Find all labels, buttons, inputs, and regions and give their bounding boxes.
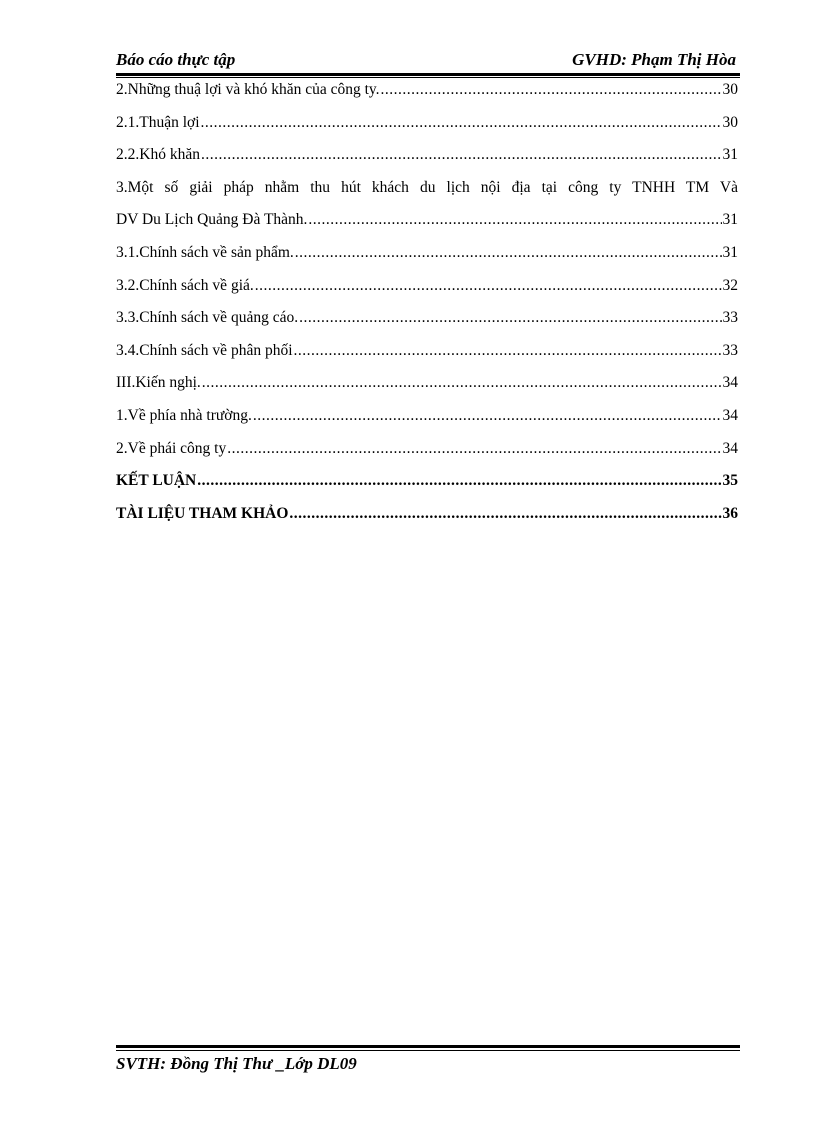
toc-entry[interactable] bbox=[116, 274, 738, 307]
toc-leader-dots bbox=[227, 437, 721, 461]
toc-entry-label: 2.2.Khó khăn bbox=[116, 146, 200, 164]
toc-leader-dots bbox=[201, 111, 722, 135]
toc-entry-page: 34 bbox=[722, 374, 738, 392]
toc-entry[interactable] bbox=[116, 176, 738, 209]
toc-leader-dots bbox=[381, 78, 722, 102]
toc-entry-label: 3.4.Chính sách về phân phối bbox=[116, 341, 293, 359]
toc-entry[interactable] bbox=[116, 306, 738, 339]
toc-entry-label: 3.2.Chính sách về giá. bbox=[116, 276, 254, 294]
toc-leader-dots bbox=[253, 404, 722, 428]
toc-leader-dots bbox=[197, 469, 721, 493]
toc-leader-dots bbox=[289, 502, 721, 526]
toc-entry[interactable] bbox=[116, 404, 738, 437]
toc-entry-label: KẾT LUẬN bbox=[116, 472, 197, 490]
toc-entry-page: 33 bbox=[722, 309, 738, 327]
toc-entry-page: 34 bbox=[722, 439, 738, 457]
page-footer: SVTH: Đồng Thị Thư _Lớp DL09 bbox=[116, 1054, 357, 1073]
toc-entry-page: 31 bbox=[722, 243, 738, 261]
toc-entry-page: 34 bbox=[722, 406, 738, 424]
toc-entry[interactable] bbox=[116, 339, 738, 372]
toc-entry-page: 36 bbox=[722, 504, 738, 522]
toc-entry[interactable] bbox=[116, 437, 738, 470]
toc-entry-page: 35 bbox=[722, 472, 738, 490]
toc-entry[interactable] bbox=[116, 143, 738, 176]
toc-entry-page: 30 bbox=[722, 81, 738, 98]
toc-entry-page: 30 bbox=[722, 113, 738, 131]
toc-entry-page: 31 bbox=[722, 211, 738, 229]
toc-leader-dots bbox=[308, 208, 721, 232]
toc-leader-dots bbox=[299, 306, 721, 330]
toc-entry-label: 2.Những thuậ lợi và khó khăn của công ty. bbox=[116, 81, 380, 98]
toc-leader-dots bbox=[255, 274, 722, 298]
toc-entry-label: 3.Một số giải pháp nhằm thu hút khách du lịch nội địa tại công ty TNHH TM Và bbox=[116, 178, 738, 196]
footer-rule-thin bbox=[116, 1050, 740, 1051]
footer-rule-thick bbox=[116, 1045, 740, 1048]
toc-entry-continuation[interactable] bbox=[116, 208, 738, 241]
toc-entry-label: 3.1.Chính sách về sản phẩm. bbox=[116, 243, 294, 261]
toc-entry-page: 33 bbox=[722, 341, 738, 359]
toc-entry-label: TÀI LIỆU THAM KHẢO bbox=[116, 504, 289, 522]
toc-leader-dots bbox=[295, 241, 722, 265]
toc-entry-label: DV Du Lịch Quảng Đà Thành. bbox=[116, 211, 308, 229]
toc-leader-dots bbox=[201, 143, 722, 167]
toc-entry[interactable] bbox=[116, 371, 738, 404]
toc-leader-dots bbox=[294, 339, 722, 363]
toc-entry-conclusion[interactable] bbox=[116, 469, 738, 502]
toc-entry-label: 2.Về phái công ty bbox=[116, 439, 227, 457]
toc-entry[interactable] bbox=[116, 241, 738, 274]
toc-entry-label: 2.1.Thuận lợi bbox=[116, 113, 200, 131]
toc-entry[interactable] bbox=[116, 111, 738, 144]
toc-entry-references[interactable] bbox=[116, 502, 738, 535]
toc-entry[interactable] bbox=[116, 78, 738, 111]
page-header bbox=[116, 50, 740, 72]
supervisor-name: GVHD: Phạm Thị Hòa bbox=[572, 50, 736, 69]
toc-entry-page: 31 bbox=[722, 146, 738, 164]
toc-entry-label: 3.3.Chính sách về quảng cáo. bbox=[116, 309, 299, 327]
toc-leader-dots bbox=[202, 371, 722, 395]
toc-entry-label: III.Kiến nghị. bbox=[116, 374, 201, 392]
toc-entry-label: 1.Về phía nhà trường. bbox=[116, 406, 252, 424]
report-title: Báo cáo thực tập bbox=[116, 50, 236, 69]
toc-entry-page: 32 bbox=[722, 276, 738, 294]
header-rule-thick bbox=[116, 73, 740, 76]
table-of-contents bbox=[116, 78, 738, 534]
